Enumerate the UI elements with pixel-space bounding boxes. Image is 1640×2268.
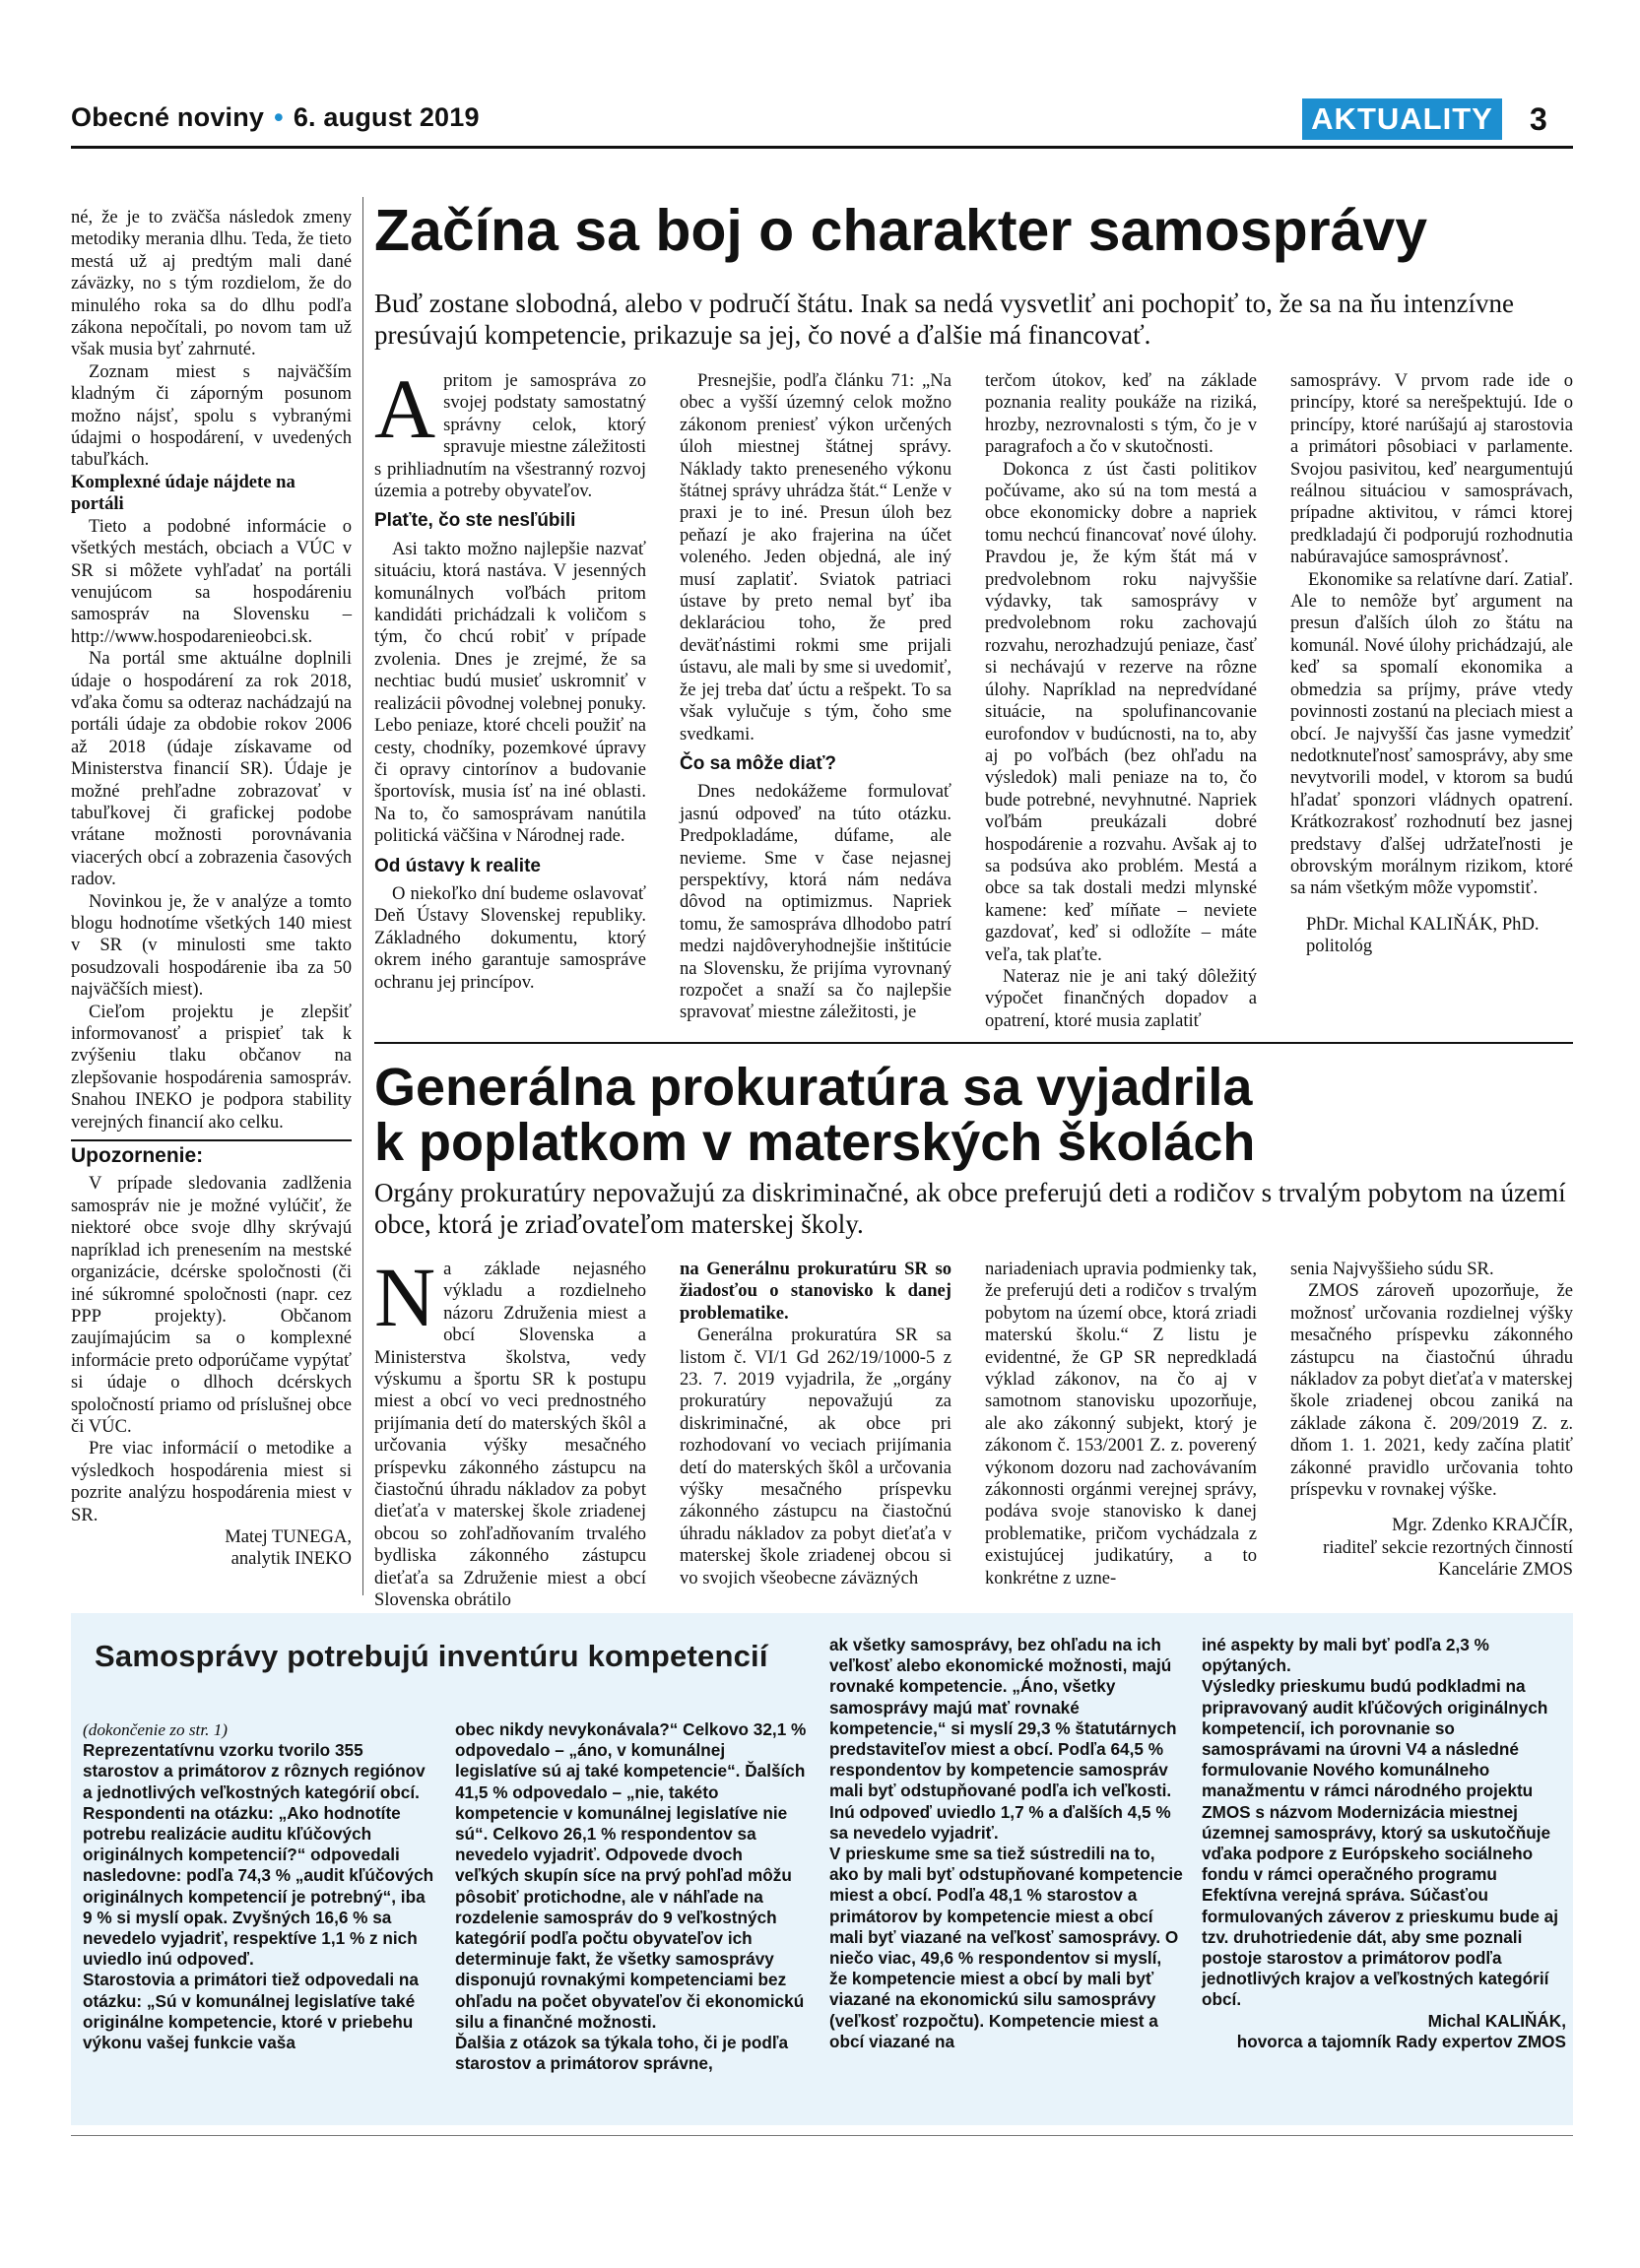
header-publication-date: [71, 102, 480, 133]
left-paragraph: né, že je to zväčša následok zmeny metodiky merania dlhu. Teda, že tieto mestá už aj predtým mali dané záväzky, no s tým rozdielom, že do minulého roka sa do dlhu podľa zákona nepočítali, po novom tam už však musia byť zahrnuté.: [71, 207, 352, 360]
article1-subhead-pay: Plaťte, čo ste nesľúbili: [374, 510, 576, 532]
article2-column-3: [985, 1259, 1257, 1589]
left-paragraph: Tieto a podobné informácie o všetkých mestách, obciach a VÚC v SR si môžete vyhľadať na portáli venujúcom sa hospodáreniu samospráv na Slovensku – http://www.hospodarenieobci.sk.: [71, 515, 352, 647]
box-signature-name: Michal KALIŇÁK,: [1427, 2010, 1566, 2031]
header-separator-dot: •: [274, 102, 284, 132]
article1-column-2: [680, 370, 951, 1024]
article2-headline-line-2: k poplatkom v materských školách: [374, 1113, 1256, 1172]
article1-column-4: [1290, 370, 1573, 958]
box-paragraph: Výsledky prieskumu budú podkladmi na pripravovaný audit kľúčových originálnych kompetencií, ich porovnanie so samosprávami na úrovni V4 a následné formulovanie Nového komunálneho manažmentu v rámci národného projektu ZMOS s názvom Modernizácia miestnej územnej samosprávy, ktorý sa uskutočňuje vďaka podpore z Európskeho sociálneho fondu v rámci operačného programu Efektívna verejná správa. Súčasťou formulovaných záverov z prieskumu bude aj tzv. druhotriedenie dát, aby sme poznali postoje starostov a primátorov podľa jednotlivých krajov a veľkostných kategórií obcí.: [1202, 1676, 1558, 2010]
article1-column-3: [985, 370, 1257, 1032]
left-column-divider: [362, 197, 363, 1595]
left-paragraph: Novinkou je, že v analýze a tomto blogu hodnotíme všetkých 140 miest v SR (v minulosti sme takto posudzovali hospodárenie iba za 50 najväčších miest).: [71, 890, 352, 1001]
article1-paragraph: Asi takto možno najlepšie nazvať situáciu, ktorá nastáva. V jesenných komunálnych voľbách pritom kandidáti prichádzali k voličom s tým, čo chcú robiť v prípade zvolenia. Dnes je zrejmé, že sa nechtiac budú musieť uskromniť v realizácii pôvodnej volebnej ponuky. Lebo peniaze, ktoré chceli použiť na cesty, chodníky, pozemkové úpravy či opravy cintorínov a budovanie športovísk, musia ísť na iné oblasti. Na to, čo samosprávam nanútila politická väčšina v Národnej rade.: [374, 538, 646, 847]
article2-headline-line-1: Generálna prokuratúra sa vyjadrila: [374, 1058, 1253, 1117]
article2-signature-name: Mgr. Zdenko KRAJČÍR,: [1392, 1515, 1573, 1536]
article2-signature-role: riaditeľ sekcie rezortných činností Kancelárie ZMOS: [1323, 1536, 1573, 1581]
publication-name: Obecné noviny: [71, 102, 265, 132]
article2-paragraph: senia Najvyššieho súdu SR.: [1290, 1259, 1494, 1279]
article1-signature-role: politológ: [1306, 936, 1373, 957]
article1-headline: Začína sa boj o charakter samosprávy: [374, 198, 1428, 263]
article1-paragraph: terčom útokov, keď na základe poznania reality poukáže na riziká, hrozby, nezrovnalosti s tým, čo je v paragrafoch a čo v skutočnosti.: [985, 370, 1257, 458]
article1-column-1: [374, 361, 646, 994]
box-title: Samosprávy potrebujú inventúru kompetencií: [95, 1639, 768, 1673]
issue-date: 6. august 2019: [293, 102, 480, 132]
box-paragraph: Reprezentatívnu vzorku tvorilo 355 starostov a primátorov z rôznych regiónov a jednotlivých veľkostných kategórií obcí. Respondenti na otázku: „Ako hodnotíte potrebu realizácie auditu kľúčových originálnych kompetencií?“ odpovedali nasledovne: podľa 74,3 % „audit kľúčových originálnych kompetencií je potrebný“, iba 9 % si myslí opak. Zvyšných 16,6 % sa nevedelo vyjadriť, respektíve 1,1 % z nich uviedlo inú odpoveď.: [83, 1740, 434, 1970]
box-paragraph: ak všetky samosprávy, bez ohľadu na ich veľkosť alebo ekonomické možnosti, majú rovnaké kompetencie. „Áno, všetky samosprávy majú mať rovnaké kompetencie,“ si myslí 29,3 % štatutárnych predstaviteľov miest a obcí. Podľa 64,5 % respondentov by kompetencie samospráv mali byť odstupňované podľa ich veľkosti. Inú odpoveď uviedlo 1,7 % a ďalších 4,5 % sa nevedelo vyjadriť.: [829, 1635, 1177, 1843]
article2-dropcap: N: [374, 1250, 436, 1344]
box-paragraph: V prieskume sme sa tiež sústredili na to, ako by mali byť odstupňované kompetencie miest a obcí. Podľa 48,1 % starostov a primátorov by kompetencie miest a obcí mali byť viazané na veľkosť samosprávy. O niečo viac, 49,6 % respondentov si myslí, že kompetencie miest a obcí by mali byť viazané na ekonomickú silu samosprávy (veľkosť rozpočtu). Kompetencie miest a obcí viazané na: [829, 1844, 1183, 2051]
article1-paragraph: Dnes nedokážeme formulovať jasnú odpoveď na túto otázku. Predpokladáme, dúfame, ale nevieme. Sme v čase nejasnej perspektívy, ktorá nám nedáva dôvod na optimizmus. Napriek tomu, že samospráva dlhodobo patrí medzi najdôveryhodnejšie inštitúcie na Slovensku, že prijíma vyrovnaný rozpočet a snaží sa čo najlepšie spravovať miestne záležitosti, je: [680, 781, 951, 1023]
article2-column-2: [680, 1259, 951, 1589]
left-paragraph: V prípade sledovania zadlženia samospráv nie je možné vylúčiť, že niektoré obce svoje dlhy skrývajú napríklad ich prenesením na mestské organizácie, dcérske spoločnosti (či iné súkromné spoločnosti (napr. cez PPP projekty). Občanom zaujímajúcim sa o komplexné informácie preto odporúčame vypýtať si údaje o dlhoch dcérskych spoločností priamo od príslušnej obce či VÚC.: [71, 1173, 352, 1437]
box-paragraph: obec nikdy nevykonávala?“ Celkovo 32,1 % odpovedalo – „áno, v komunálnej legislatíve sú aj také kompetencie“. Ďalších 41,5 % odpovedalo – „nie, takéto kompetencie v komunálnej legislatíve nie sú“. Celkovo 26,1 % respondentov sa nevedelo vyjadriť. Odpovede dvoch veľkých skupín síce na prvý pohľad môžu pôsobiť protichodne, ale v náhľade na rozdelenie samospráv do 9 veľkostných kategórií podľa počtu obyvateľov ich determinuje fakt, že všetky samosprávy disponujú rovnakými kompetenciami bez ohľadu na počet obyvateľov či ekonomickú silu a finančné možnosti.: [455, 1719, 807, 2032]
left-paragraph: Pre viac informácií o metodike a výsledkoch hospodárenia miest si pozrite analýzu hospodárenia miest v SR.: [71, 1438, 352, 1525]
box-column-2: [455, 1719, 810, 2074]
article2-paragraph: a základe nejasného výkladu a rozdielneho názoru Združenia miest a obcí Slovenska a Ministerstva školstva, vedy výskumu a športu SR k postupu miest a obcí vo veci prednostného prijímania detí do materských škôl a určovania výšky mesačného príspevku zákonného zástupcu na čiastočnú úhradu nákladov za pobyt dieťaťa v materskej škole zriadenej obcou so zohľadňovaním trvalého bydliska zákonného zástupcu dieťaťa sa Združenie miest a obcí Slovenska obrátilo: [374, 1259, 646, 1611]
article1-lead: Buď zostane slobodná, alebo v područí štátu. Inak sa nedá vysvetliť ani pochopiť to, že sa na ňu intenzívne presúvajú kompetencie, prikazuje sa jej, čo nové a ďalšie má financovať.: [374, 289, 1514, 350]
article1-paragraph: samosprávy. V prvom rade ide o princípy, ktoré sa nerešpektujú. Ide o princípy, ktoré narúšajú aj starostovia a primátori pôsobiaci v parlamente. Svojou pasivitou, keď neargumentujú reálnou situáciou v samosprávach, prípadne aktivitou, v rámci ktorej predkladajú či podporujú rozhodnutia nabúravajúce samosprávnosť.: [1290, 370, 1573, 568]
article1-dropcap: A: [374, 361, 436, 456]
left-paragraph: Zoznam miest s najväčším kladným či záporným posunom možno nájsť, spolu s vybranými údajmi o hospodárení, v uvedených tabuľkách.: [71, 360, 352, 471]
article2-column-4: [1290, 1259, 1573, 1582]
box-paragraph: Ďalšia z otázok sa týkala toho, či je podľa starostov a primátorov správne,: [455, 2033, 789, 2074]
box-paragraph: Starostovia a primátori tiež odpovedali na otázku: „Sú v komunálnej legislatíve také originálne kompetencie, ktoré v priebehu výkonu vašej funkcie vaša: [83, 1970, 419, 2053]
article2-lead: Orgány prokuratúry nepovažujú za diskriminačné, ak obce preferujú deti a rodičov s trvalým pobytom na území obce, ktorá je zriaďovateľom materskej školy.: [374, 1178, 1566, 1239]
article-separator: [374, 1042, 1573, 1044]
box-column-1: [83, 1719, 437, 2053]
left-paragraph: Na portál sme aktuálne doplnili údaje o hospodárení za rok 2018, vďaka čomu sa odteraz nachádzajú na portáli údaje za obdobie rokov 2006 až 2018 (údaje získavame od Ministerstva financií SR). Údaje je možné prehľadne zobrazovať v tabuľkovej či grafickej podobe vrátane možnosti porovnávania viacerých obcí a zobrazenia časových radov.: [71, 648, 352, 890]
box-signature-role: hovorca a tajomník Rady expertov ZMOS: [1236, 2031, 1566, 2051]
box-column-3: [829, 1635, 1184, 2052]
article1-paragraph: pritom je samospráva zo svojej podstaty samostatný správny celok, ktorý spravuje miestne záležitosti s prihliadnutím na všestranný rozvoj územia a potreby obyvateľov.: [374, 370, 646, 502]
article1-paragraph: Nateraz nie je ani taký dôležitý výpočet finančných dopadov a opatrení, ktoré musia zaplatiť: [985, 965, 1257, 1031]
page-number: 3: [1530, 101, 1547, 137]
left-subhead-warning: Upozornenie:: [71, 1144, 204, 1168]
article2-headline: [374, 1060, 1573, 1170]
article1-paragraph: Dokonca z úst časti politikov počúvame, ako sú na tom mestá a obce ekonomicky dobre a napriek tomu nechcú financovať nové úlohy. Pravdou je, že kým štát má v predvolebnom roku najvyššie výdavky, tak samosprávy v predvolebnom roku zachovajú rozvahu, nerozhadzujú peniaze, časť si nechávajú v rezerve na rôzne úlohy. Napríklad na nepredvídané situácie, na spolufinancovanie eurofondov v budúcnosti, na to, aby aj po voľbách (bez ohľadu na výsledok) mali peniaze na to, čo bude potrebné, nevyhnutné. Napriek voľbám preukázali dobré hospodárenie a rozvahu. Avšak aj to sa podsúva ako problém. Mestá a obce sa tak dostali medzi mlynské kamene: keď míňate – neviete gazdovať, keď si odložíte – máte veľa, tak plaťte.: [985, 458, 1257, 965]
article2-paragraph: ZMOS zároveň upozorňuje, že možnosť určovania rozdielnej výšky mesačného príspevku zákonného zástupcu na čiastočnú úhradu nákladov za pobyt dieťaťa v materskej škole zriadenej obcou zaniká na základe zákona č. 209/2019 Z. z. dňom 1. 1. 2021, kedy začína platiť zákonné pravidlo určovania tohto príspevku v rovnakej výške.: [1290, 1280, 1573, 1501]
left-signature-role: analytik INEKO: [230, 1548, 352, 1570]
box-continued-note: (dokončenie zo str. 1): [83, 1720, 229, 1739]
left-divider: [71, 1139, 352, 1141]
article2-paragraph: na Generálnu prokuratúru SR so žiadosťou o stanovisko k danej problematike.: [680, 1259, 951, 1324]
section-label: AKTUALITY: [1302, 98, 1502, 140]
left-subhead-portal: Komplexné údaje nájdete na portáli: [71, 471, 295, 515]
article1-subhead-constitution: Od ústavy k realite: [374, 855, 541, 876]
article1-paragraph: Presnejšie, podľa článku 71: „Na obec a vyšší územný celok možno zákonom preniesť výkon určených úloh miestnej štátnej správy. Náklady takto preneseného výkonu štátnej správy uhrádza štát.“ Lenže v praxi je to iné. Presun úloh bez peňazí je ako frajerina na účet voleného. Jeden objedná, ale iný musí zaplatiť. Sviatok patriaci ústave by preto nemal byť iba deklaráciou toho, že pred deväťnástimi rokmi sme prijali ústavu, ale mali by sme si uvedomiť, že jej treba dať úctu a rešpekt. To sa však vylučuje s tým, čoho sme svedkami.: [680, 370, 951, 745]
left-signature-name: Matej TUNEGA,: [225, 1525, 352, 1547]
article1-signature-name: PhDr. Michal KALIŇÁK, PhD.: [1306, 913, 1540, 935]
article2-paragraph: Generálna prokuratúra SR sa listom č. VI/1 Gd 262/19/1000-5 z 23. 7. 2019 vyjadrila, že „orgány prokuratúry nepovažujú za diskriminačné, ak obce pri rozhodovaní vo veciach prijímania detí do materských škôl a určovania výšky mesačného príspevku zákonného zástupcu na čiastočnú úhradu nákladov za pobyt dieťaťa v materskej škole zriadenej obcou si vo svojich všeobecne záväzných: [680, 1325, 951, 1588]
box-paragraph: iné aspekty by mali byť podľa 2,3 % opýtaných.: [1202, 1635, 1489, 1676]
header-rule: [71, 146, 1573, 149]
left-paragraph: Cieľom projektu je zlepšiť informovanosť a prispieť tak k zvýšeniu tlaku občanov na zlepšovanie hospodárenia samospráv. Snahou INEKO je podpora stability verejných financií ako celku.: [71, 1001, 352, 1133]
left-column: [71, 207, 352, 1571]
article1-paragraph: Ekonomike sa relatívne darí. Zatiaľ. Ale to nemôže byť argument na presun ďalších úloh zo štátu na komunál. Nové úlohy prichádzajú, ale keď sa spomalí ekonomika a obmedzia sa príjmy, práve vtedy povinnosti zostanú na pleciach miest a obcí. Je najvyšší čas jasne vymedziť nedotknuteľnosť samosprávy, aby sme nevytvorili model, v ktorom sa budú hľadať sponzori vládnych opatrení. Krátkozrakosť rozhodnutí bez jasnej predstavy ďalšej udržateľnosti je obrovským morálnym rizikom, ktoré sa nám všetkým môže vypomstiť.: [1290, 568, 1573, 899]
article1-paragraph: O niekoľko dní budeme oslavovať Deň Ústavy Slovenskej republiky. Základného dokumentu, ktorý okrem iného garantuje samospráve ochranu jej princípov.: [374, 882, 646, 993]
article2-paragraph: nariadeniach upravia podmienky tak, že preferujú deti a rodičov s trvalým pobytom na území obce, ktorá zriadi materskú školu.“ Z listu je evidentné, že GP SR nepredkladá výklad zákonov, na čo aj v samotnom stanovisku upozorňuje, ale ako zákonný subjekt, ktorý je zákonom č. 153/2001 Z. z. poverený výkonom dozoru nad zachovávaním zákonnosti orgánmi verejnej správy, podáva svoje stanovisko k danej problematike, pričom vychádzala z existujúcej judikatúry, a to konkrétne z uzne-: [985, 1259, 1257, 1588]
footer-rule: [71, 2135, 1573, 2136]
article2-column-1: [374, 1250, 646, 1612]
article1-subhead-what-next: Čo sa môže diať?: [680, 752, 837, 774]
box-column-4: [1202, 1635, 1566, 2052]
